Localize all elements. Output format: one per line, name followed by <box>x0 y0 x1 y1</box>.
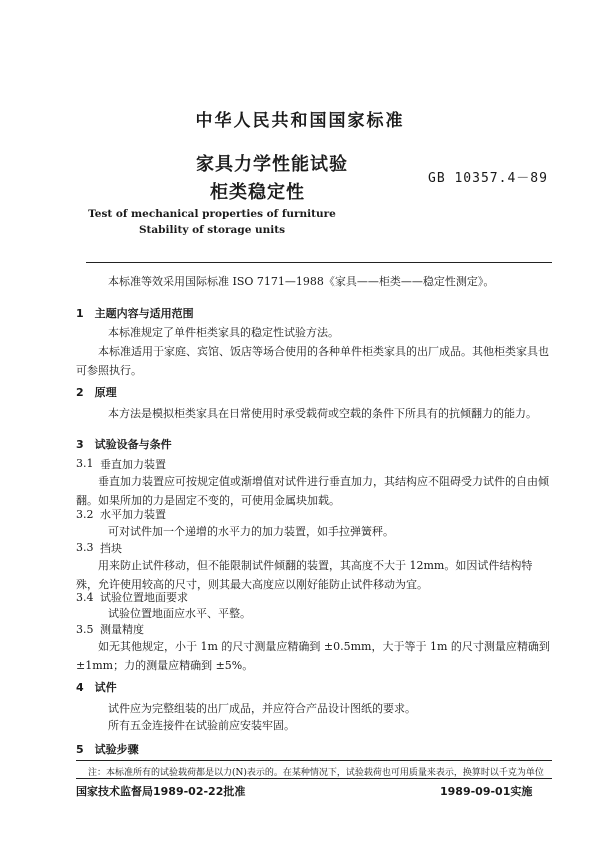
subsection-3-5-number: 3.5 <box>76 623 94 636</box>
standard-code: GB 10357.4－89 <box>428 171 548 186</box>
subsection-3-3-number: 3.3 <box>76 541 94 554</box>
intro-paragraph: 本标准等效采用国际标准 ISO 7171—1988《家具——柜类——稳定性测定》。 <box>108 275 495 288</box>
section-1-para-1: 本标准规定了单件柜类家具的稳定性试验方法。 <box>108 326 339 339</box>
chinese-title-line2: 柜类稳定性 <box>210 182 305 203</box>
subsection-3-2-number: 3.2 <box>76 508 94 521</box>
subsection-3-1-title: 垂直加力装置 <box>100 458 166 471</box>
section-2-para-1: 本方法是模拟柜类家具在日常使用时承受载荷或空载的条件下所具有的抗倾翻力的能力。 <box>108 407 537 420</box>
subsection-3-4-title: 试验位置地面要求 <box>100 591 188 604</box>
footnote: 注：本标准所有的试验载荷都是以力(N)表示的。在某种情况下，试验载荷也可用质量来表示，换算时以千克为单位 <box>88 768 544 778</box>
section-3-heading: 3 试验设备与条件 <box>76 438 172 451</box>
subsection-3-2-para: 可对试件加一个递增的水平力的加力装置，如手拉弹簧秤。 <box>108 525 394 538</box>
subsection-3-3-title: 挡块 <box>100 542 122 555</box>
section-4-para-2: 所有五金连接件在试验前应安装牢固。 <box>108 719 295 732</box>
footnote-divider <box>76 760 552 761</box>
section-2-heading: 2 原理 <box>76 386 117 399</box>
subsection-3-4-para: 试验位置地面应水平、平整。 <box>108 607 251 620</box>
chinese-title-line1: 家具力学性能试验 <box>196 154 348 175</box>
section-5-heading: 5 试验步骤 <box>76 743 139 756</box>
footer-divider <box>76 778 552 779</box>
subsection-3-1-number: 3.1 <box>76 457 94 470</box>
subsection-3-4-number: 3.4 <box>76 591 94 604</box>
english-title-line1: Test of mechanical properties of furniture <box>88 208 336 220</box>
approval-date: 国家技术监督局1989-02-22批准 <box>76 785 246 798</box>
top-divider <box>86 262 552 263</box>
subsection-3-5-title: 测量精度 <box>100 623 144 636</box>
effective-date: 1989-09-01实施 <box>440 785 533 798</box>
english-title-line2: Stability of storage units <box>138 224 286 236</box>
subsection-3-5-para: 如无其他规定，小于 1m 的尺寸测量应精确到 ±0.5mm，大于等于 1m 的尺寸测量应精确到 ±1mm；力的测量应精确到 ±5%。 <box>76 640 550 672</box>
section-1-heading: 1 主题内容与适用范围 <box>76 307 194 320</box>
section-1-para-2: 本标准适用于家庭、宾馆、饭店等场合使用的各种单件柜类家具的出厂成品。其他柜类家具也可参照执行。 <box>76 345 549 377</box>
section-4-para-1: 试件应为完整组装的出厂成品，并应符合产品设计图纸的要求。 <box>108 702 416 715</box>
national-standard-header: 中华人民共和国国家标准 <box>195 111 405 131</box>
subsection-3-2-title: 水平加力装置 <box>100 508 166 521</box>
subsection-3-3-para: 用来防止试件移动，但不能限制试件倾翻的装置，其高度不大于 12mm。如因试件结构特殊，允许使用较高的尺寸，则其最大高度应以刚好能防止试件移动为宜。 <box>76 559 533 591</box>
section-4-heading: 4 试件 <box>76 681 117 694</box>
subsection-3-1-para: 垂直加力装置应可按规定值或渐增值对试件进行垂直加力，其结构应不阻碍受力试件的自由倾翻。如果所加的力是固定不变的，可使用金属块加载。 <box>76 475 549 507</box>
